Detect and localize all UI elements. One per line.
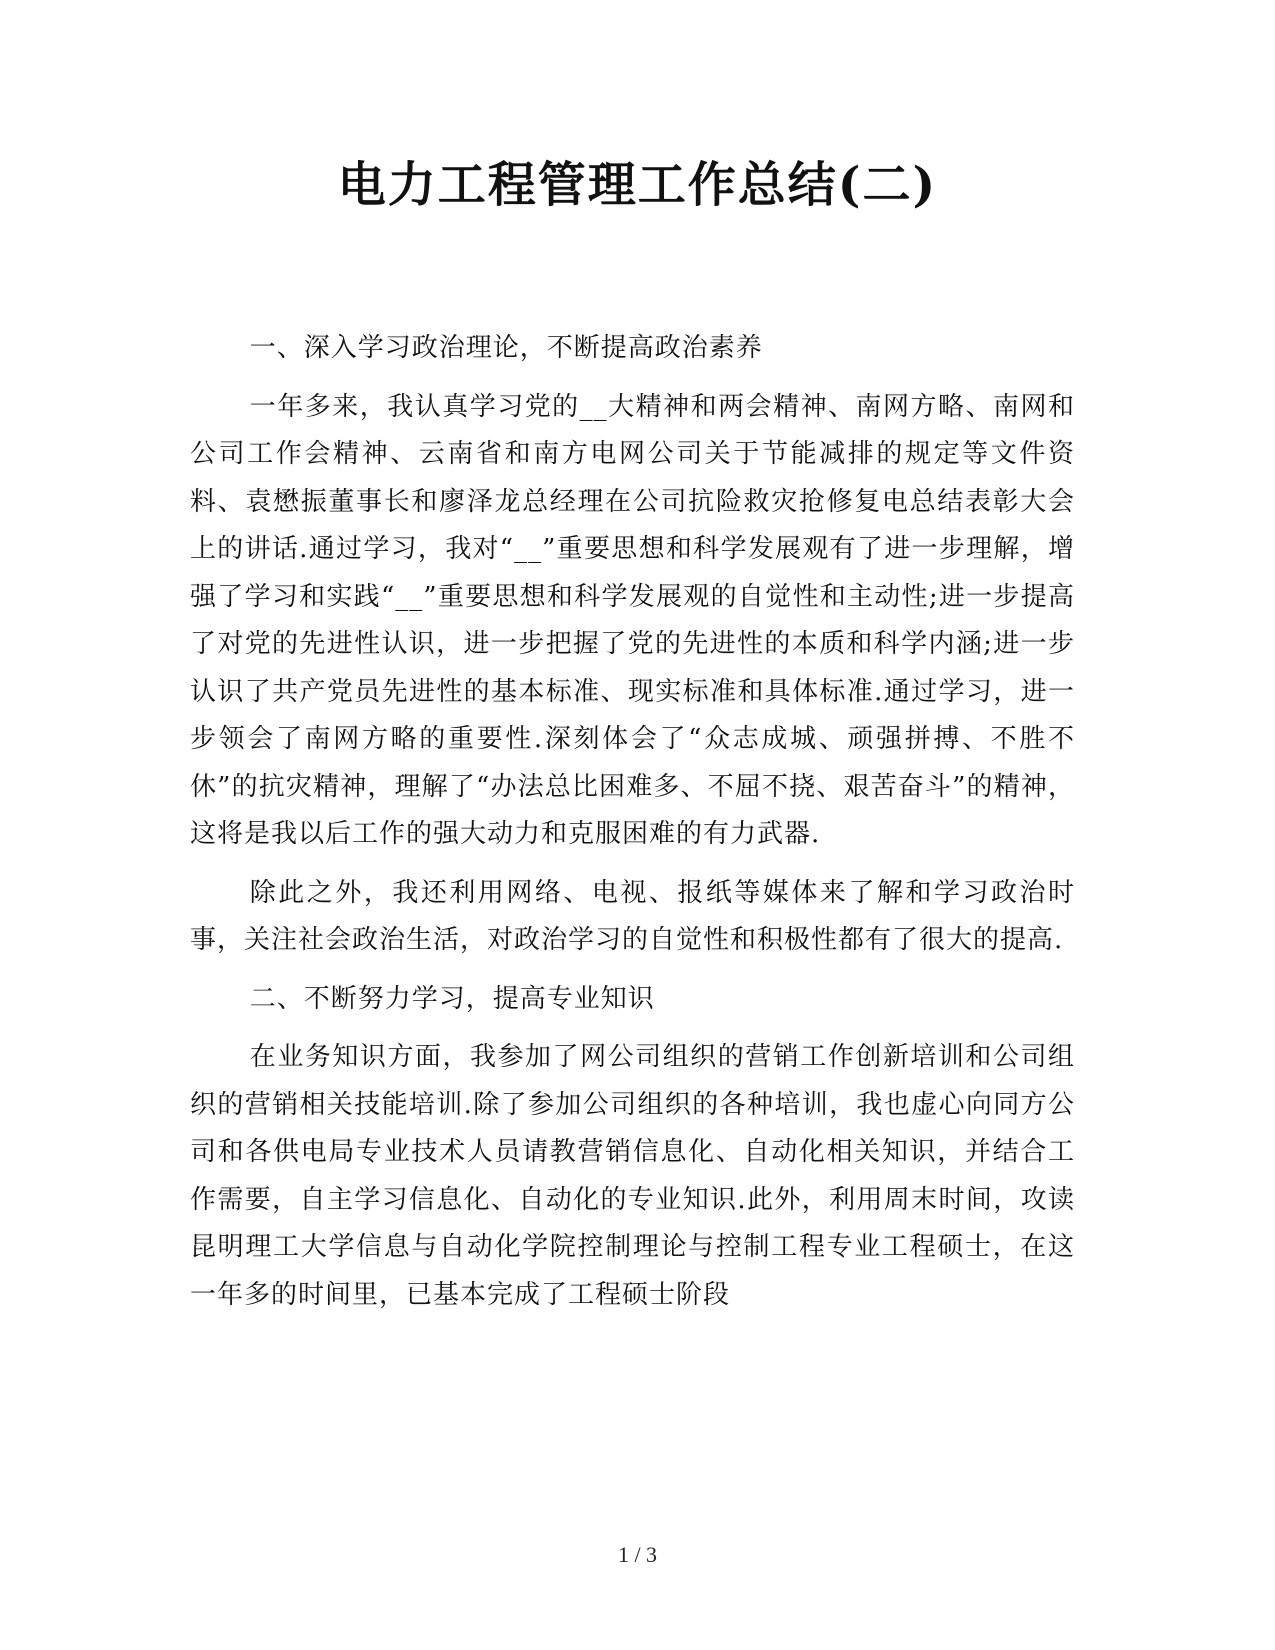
paragraph-media-study: 除此之外，我还利用网络、电视、报纸等媒体来了解和学习政治时事，关注社会政治生活，对政治学习的自觉性和积极性都有了很大的提高. bbox=[190, 877, 1075, 955]
paragraph-political-study: 一年多来，我认真学习党的__大精神和两会精神、南网方略、南网和公司工作会精神、云南省和南方电网公司关于节能减排的规定等文件资料、袁懋振董事长和廖泽龙总经理在公司抗险救灾抢修复电总结表彰大会上的讲话.通过学习，我对“__”重要思想和科学发展观有了进一步理解，增强了学习和实践“__”重要思想和科学发展观的自觉性和主动性;进一步提高了对党的先进性认识，进一步把握了党的先进性的本质和科学内涵;进一步认识了共产党员先进性的基本标准、现实标准和具体标准.通过学习，进一步领会了南网方略的重要性.深刻体会了“众志成城、顽强拼搏、不胜不休”的抗灾精神，理解了“办法总比困难多、不屈不挠、艰苦奋斗”的精神，这将是我以后工作的强大动力和克服困难的有力武器. bbox=[190, 391, 1075, 849]
document-body bbox=[190, 325, 1075, 1330]
section-heading-1: 一、深入学习政治理论，不断提高政治素养 bbox=[249, 333, 763, 363]
paragraph-professional-study: 在业务知识方面，我参加了网公司组织的营销工作创新培训和公司组织的营销相关技能培训.除了参加公司组织的各种培训，我也虚心向同方公司和各供电局专业技术人员请教营销信息化、自动化相关知识，并结合工作需要，自主学习信息化、自动化的专业知识.此外，利用周末时间，攻读昆明理工大学信息与自动化学院控制理论与控制工程专业工程硕士，在这一年多的时间里，已基本完成了工程硕士阶段 bbox=[190, 1042, 1075, 1310]
section-heading-2: 二、不断努力学习，提高专业知识 bbox=[249, 983, 655, 1014]
page-number: 1 / 3 bbox=[617, 1542, 658, 1567]
document-title: 电力工程管理工作总结(二) bbox=[337, 157, 938, 213]
